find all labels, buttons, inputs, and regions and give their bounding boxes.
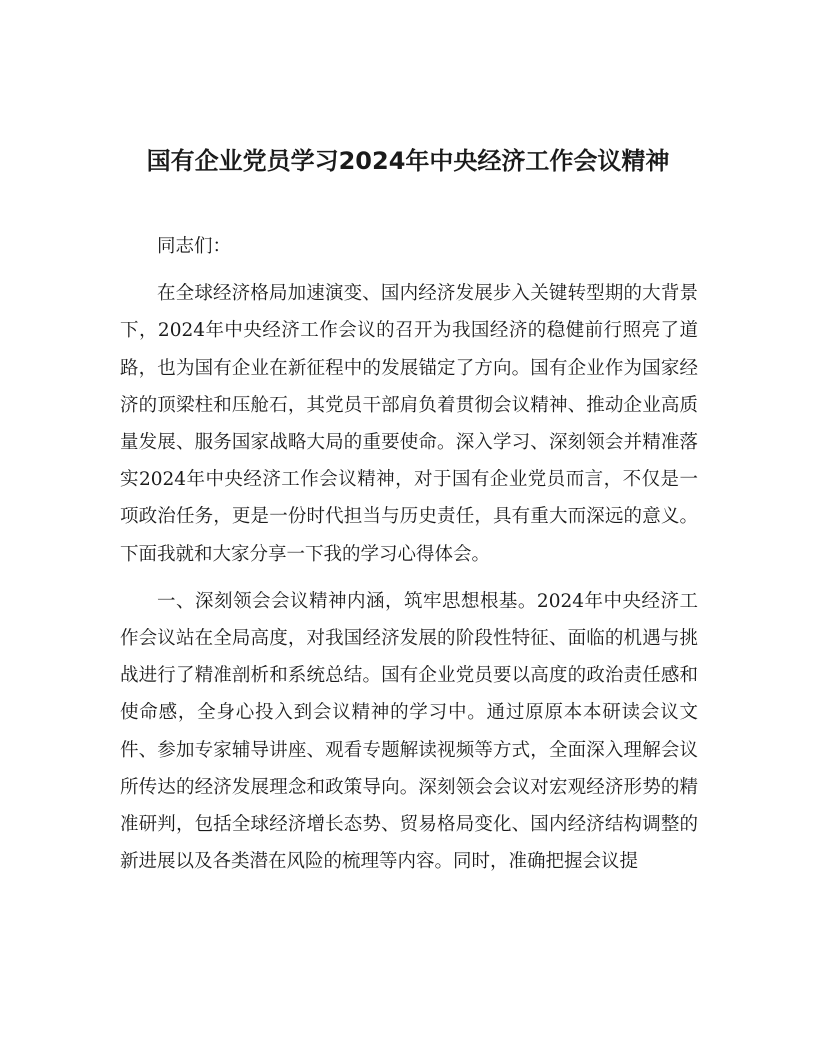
greeting: 同志们：	[157, 236, 232, 257]
document-body	[120, 228, 698, 890]
paragraph-intro: 在全球经济格局加速演变、国内经济发展步入关键转型期的大背景下，2024年中央经济工作会议的召开为我国经济的稳健前行照亮了道路，也为国有企业在新征程中的发展锚定了方向。国有企业作为国家经济的顶梁柱和压舱石，其党员干部肩负着贯彻会议精神、推动企业高质量发展、服务国家战略大局的重要使命。深入学习、深刻领会并精准落实2024年中央经济工作会议精神，对于国有企业党员而言，不仅是一项政治任务，更是一份时代担当与历史责任，具有重大而深远的意义。下面我就和大家分享一下我的学习心得体会。	[120, 283, 698, 565]
paragraph-section-one: 一、深刻领会会议精神内涵，筑牢思想根基。2024年中央经济工作会议站在全局高度，对我国经济发展的阶段性特征、面临的机遇与挑战进行了精准剖析和系统总结。国有企业党员要以高度的政治责任感和使命感，全身心投入到会议精神的学习中。通过原原本本研读会议文件、参加专家辅导讲座、观看专题解读视频等方式，全面深入理解会议所传达的经济发展理念和政策导向。深刻领会会议对宏观经济形势的精准研判，包括全球经济增长态势、贸易格局变化、国内经济结构调整的新进展以及各类潜在风险的梳理等内容。同时，准确把握会议提	[120, 590, 698, 873]
document-title: 国有企业党员学习2024年中央经济工作会议精神	[146, 147, 670, 175]
